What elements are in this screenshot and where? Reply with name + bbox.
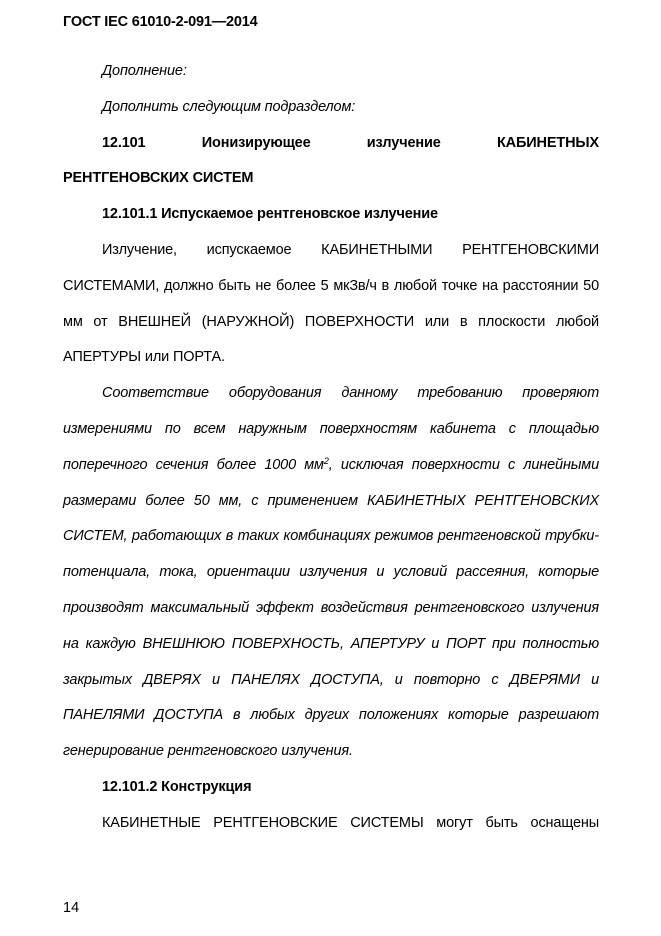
subsection-1-compliance	[63, 376, 599, 770]
section-heading	[63, 126, 599, 162]
addition-label: Дополнение:	[102, 63, 187, 79]
compliance-text-part1: Соответствие оборудования данному требованию проверяют измерениями по всем наружным поверхностям кабинета с площадью поперечного сечения более 1000 мм	[63, 385, 599, 473]
section-title-line2: РЕНТГЕНОВСКИХ СИСТЕМ	[63, 170, 254, 187]
addition-instruction: Дополнить следующим подразделом:	[102, 98, 356, 115]
subsection-1-heading: 12.101.1 Испускаемое рентгеновское излучение	[102, 206, 438, 223]
document-body	[63, 54, 599, 842]
section-number: 12.101	[102, 134, 146, 151]
page-number: 14	[63, 900, 80, 916]
subsection-2-heading: 12.101.2 Конструкция	[102, 778, 252, 795]
standard-code-header: ГОСТ IEC 61010-2-091—2014	[63, 14, 258, 30]
section-title-line1: Ионизирующее излучение КАБИНЕТНЫХ	[201, 134, 599, 151]
compliance-superscript: 2	[323, 455, 329, 466]
subsection-1-requirement: Излучение, испускаемое КАБИНЕТНЫМИ РЕНТГЕНОВСКИМИ СИСТЕМАМИ, должно быть не более 5 мкЗв/ч в любой точке на расстоянии 50 мм от ВНЕШНЕЙ (НАРУЖНОЙ) ПОВЕРХНОСТИ или в плоскости любой АПЕРТУРЫ или ПОРТА.	[63, 241, 599, 366]
subsection-2-text: КАБИНЕТНЫЕ РЕНТГЕНОВСКИЕ СИСТЕМЫ могут быть оснащены	[102, 814, 599, 831]
compliance-text-part2: , исключая поверхности с линейными размерами более 50 мм, с применением КАБИНЕТНЫХ РЕНТГЕНОВСКИХ СИСТЕМ, работающих в таких комбинациях режимов рентгеновской трубки-потенциала, тока, ориентации излучения и условий рассеяния, которые производят максимальный эффект воздействия рентгеновского излучения на каждую ВНЕШНЮЮ ПОВЕРХНОСТЬ, АПЕРТУРУ и ПОРТ при полностью закрытых ДВЕРЯХ и ПАНЕЛЯХ ДОСТУПА, и повторно с ДВЕРЯМИ и ПАНЕЛЯМИ ДОСТУПА в любых других положениях которые разрешают генерирование рентгеновского излучения.	[63, 456, 599, 760]
